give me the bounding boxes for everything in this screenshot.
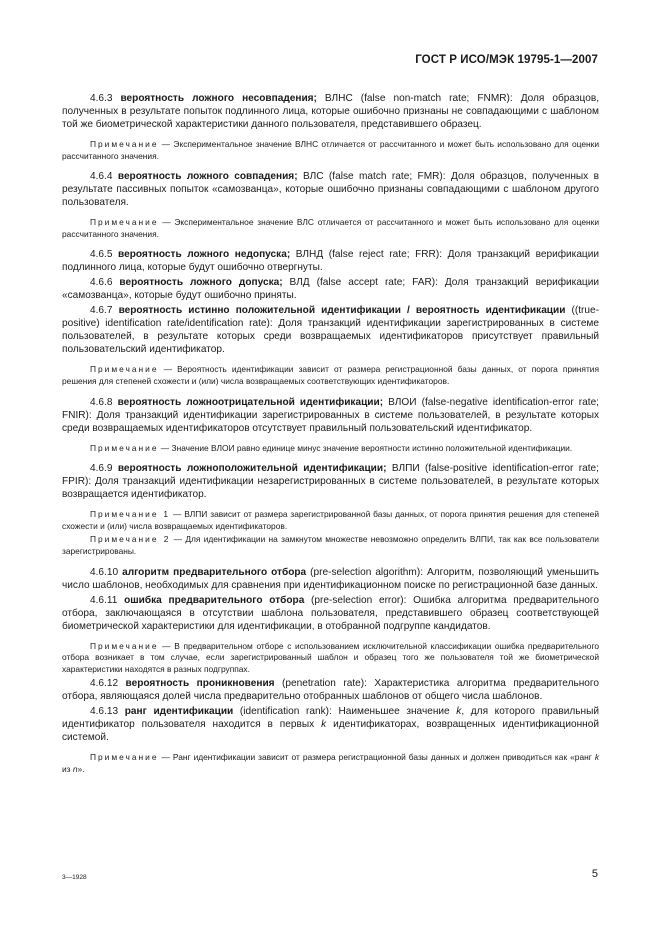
note [62,509,599,532]
term-number: 4.6.8 [90,396,113,408]
term-definition [62,594,599,633]
note-text: — Для идентификации на замкнутом множестве невозможно определить ВЛПИ, так как все пользователи зарегистрированы. [62,534,599,556]
term-title: вероятность ложного недопуска; [118,249,291,261]
term-number: 4.6.7 [90,305,113,317]
page-header-title: ГОСТ Р ИСО/МЭК 19795-1—2007 [415,54,598,66]
term-text: (penetration rate): Характеристика алгоритма предварительного отбора, являющаяся долей числа предварительно отобранных шаблонов от общего числа шаблонов. [62,678,599,703]
note-text: — Экспериментальное значение ВЛНС отличается от рассчитанного и может быть использовано для оценки рассчитанного значения. [62,139,599,161]
term-title: вероятность ложного допуска; [119,277,283,289]
note-label: Примечание 2 [90,534,171,545]
note [62,443,599,455]
note-text: — Значение ВЛОИ равно единице минус значение вероятности истинно положительной идентификации. [158,442,573,453]
document-body [62,92,599,778]
term-title: вероятность ложного совпадения; [117,171,298,183]
term-number: 4.6.9 [90,463,113,475]
note-text: — ВЛПИ зависит от размера зарегистрированной базы данных, от порога принятия решения для степеней схожести и (или) числа возвращаемых идентификаторов. [62,509,599,531]
term-number: 4.6.6 [90,277,113,289]
term-definition [62,304,599,356]
term-number: 4.6.5 [90,249,113,261]
note-text: — Экспериментальное значение ВЛС отличается от рассчитанного и может быть использовано для оценки рассчитанного значения. [62,217,599,239]
note-label: Примечание [90,217,159,228]
note [62,752,599,775]
note [62,641,599,676]
term-text: (identification rank): Наименьшее значение k, для которого правильный идентификатор пользователя находится в первых k идентификаторах, возвращенных идентификационной системой. [62,706,599,744]
term-definition [62,396,599,435]
term-definition [62,566,599,592]
note [62,534,599,557]
term-definition [62,248,599,274]
page-number: 5 [591,868,598,880]
note [62,139,599,162]
term-text: ВЛНС (false non-match rate; FNMR): Доля образцов, полученных в результате попыток подлинного лица, которые ошибочно признаны не совпадающими с шаблоном той же биометрической характеристики данного пользователя, представившего образец. [62,93,599,130]
note-label: Примечание [90,640,159,651]
term-definition [62,92,599,131]
term-definition [62,677,599,703]
footer-print-code: 3—1928 [62,874,87,881]
term-text: (pre-selection error): Ошибка алгоритма предварительного отбора, заключающаяся в отсутствии шаблона пользователя, представившего образец соответствующей биометрической характеристики для идентификации, в отобранной подгруппе кандидатов. [62,594,599,632]
term-number: 4.6.4 [90,171,113,183]
note-label: Примечание 1 [90,509,171,520]
term-text: ВЛОИ (false-negative identification-error rate; FNIR): Доля транзакций идентификации зарегистрированных в системе пользователей, в результате которых среди возвращаемых идентификаторов отсутствует правильный пользовательский идентификатор. [62,396,599,434]
term-title: вероятность ложного несовпадения; [120,93,317,104]
term-text: (pre-selection algorithm): Алгоритм, позволяющий уменьшить число шаблонов, необходимых для сравнения при идентификационном поиске по регистрационной базе данных. [62,566,599,591]
note-text: — В предварительном отборе с использованием исключительной классификации ошибка предварительного отбора возникает в том случае, если зарегистрированный шаблон и образец того же пользователя той же биометрической характеристики находятся в разных подгруппах. [62,640,599,674]
term-definition [62,462,599,501]
term-number: 4.6.11 [90,594,118,606]
term-title: вероятность ложноотрицательной идентификации; [117,396,384,408]
note [62,217,599,240]
note [62,364,599,387]
term-title: алгоритм предварительного отбора [122,566,307,578]
term-text: ВЛПИ (false-positive identification-error rate; FPIR): Доля транзакций идентификации незарегистрированных в системе пользователей, в результате которых возвращается идентификатор. [62,463,599,501]
term-definition [62,170,599,209]
term-text: ((true-positive) identification rate/identification rate): Доля транзакций идентификации зарегистрированных в системе пользователей, в результате которых среди возвращаемых идентификаторов присутствует правильный пользовательский идентификатор. [62,305,599,356]
note-label: Примечание [90,752,159,763]
term-definition [62,276,599,302]
term-title: ошибка предварительного отбора [124,594,305,606]
note-label: Примечание [90,364,159,375]
term-title: вероятность ложноположительной идентификации; [117,463,387,475]
term-text: ВЛНД (false reject rate; FRR): Доля транзакций верификации подлинного лица, которые будут ошибочно отвергнуты. [62,249,599,274]
note-label: Примечание [90,139,159,149]
term-text: ВЛД (false accept rate; FAR): Доля транзакций верификации «самозванца», которые будут ошибочно приняты. [62,277,599,302]
term-title: вероятность проникновения [125,678,275,690]
term-definition [62,705,599,744]
note-text: — Вероятность идентификации зависит от размера регистрационной базы данных, от порога принятия решения для степеней схожести и (или) числа возвращаемых соответствующих идентификаторов. [62,364,599,386]
note-label: Примечание [90,442,159,453]
term-title: ранг идентификации [124,706,234,718]
term-text: ВЛС (false match rate; FMR): Доля образцов, полученных в результате пассивных попыток «самозванца», которые ошибочно признаны совпадающими с шаблоном другого пользователя. [62,171,599,209]
term-number: 4.6.12 [90,678,119,690]
term-number: 4.6.3 [90,93,113,104]
term-number: 4.6.10 [90,566,119,578]
term-title: вероятность истинно положительной идентификации / вероятность идентификации [118,305,566,317]
term-number: 4.6.13 [90,706,119,718]
note-text: — Ранг идентификации зависит от размера регистрационной базы данных и должен приводиться как «ранг k из n». [62,752,599,774]
